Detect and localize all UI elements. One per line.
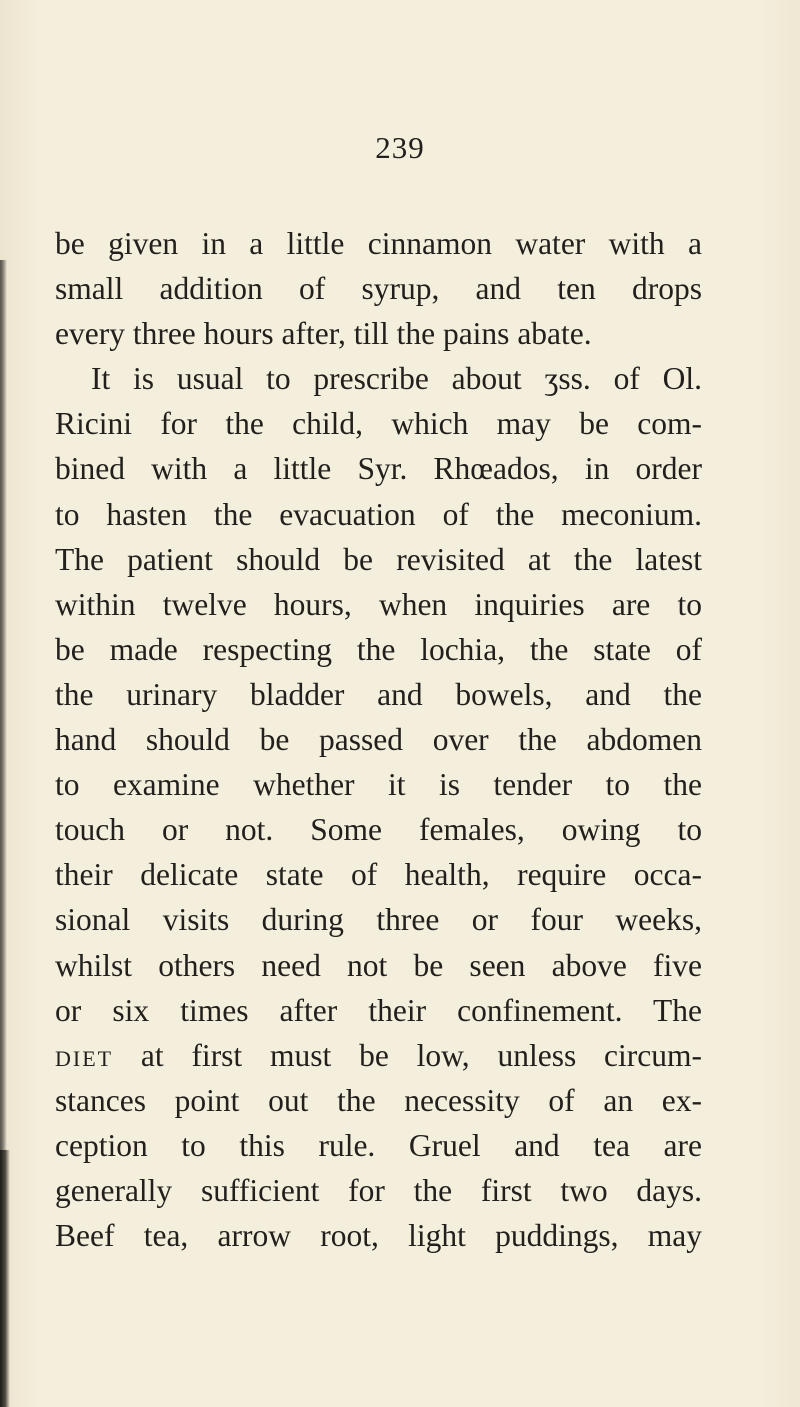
text-line-rest: at first must be low, unless circum-: [140, 1037, 702, 1073]
text-line: every three hours after, till the pains abate.: [55, 316, 592, 352]
page-binding-shadow-lower: [0, 1150, 10, 1407]
page-number: 239: [375, 130, 425, 165]
text-line: bined with a little Syr. Rhœados, in order: [55, 451, 702, 487]
text-line-diet: [55, 1033, 702, 1078]
small-caps-word: DIET: [55, 1045, 114, 1071]
text-line: or six times after their confinement. The: [55, 992, 702, 1028]
text-line: It is usual to prescribe about ʒss. of Ol.: [91, 361, 702, 397]
text-line: Beef tea, arrow root, light puddings, may: [55, 1218, 702, 1254]
text-line: small addition of syrup, and ten drops: [55, 271, 702, 307]
text-line: whilst others need not be seen above five: [55, 947, 702, 983]
text-line: Ricini for the child, which may be com-: [55, 406, 702, 442]
text-line: the urinary bladder and bowels, and the: [55, 676, 702, 712]
text-line: their delicate state of health, require occa-: [55, 857, 702, 893]
text-line: stances point out the necessity of an ex-: [55, 1082, 702, 1118]
text-line: touch or not. Some females, owing to: [55, 812, 702, 848]
body-text: [55, 221, 702, 1258]
text-line: to hasten the evacuation of the meconium.: [55, 496, 702, 532]
text-line: within twelve hours, when inquiries are to: [55, 586, 702, 622]
text-line: ception to this rule. Gruel and tea are: [55, 1127, 702, 1163]
text-line: to examine whether it is tender to the: [55, 767, 702, 803]
text-line: The patient should be revisited at the latest: [55, 541, 702, 577]
text-line: hand should be passed over the abdomen: [55, 722, 702, 758]
text-line: be made respecting the lochia, the state of: [55, 631, 702, 667]
text-line: sional visits during three or four weeks,: [55, 902, 702, 938]
text-line: generally sufficient for the first two days.: [55, 1172, 702, 1208]
text-line: be given in a little cinnamon water with a: [55, 226, 702, 261]
